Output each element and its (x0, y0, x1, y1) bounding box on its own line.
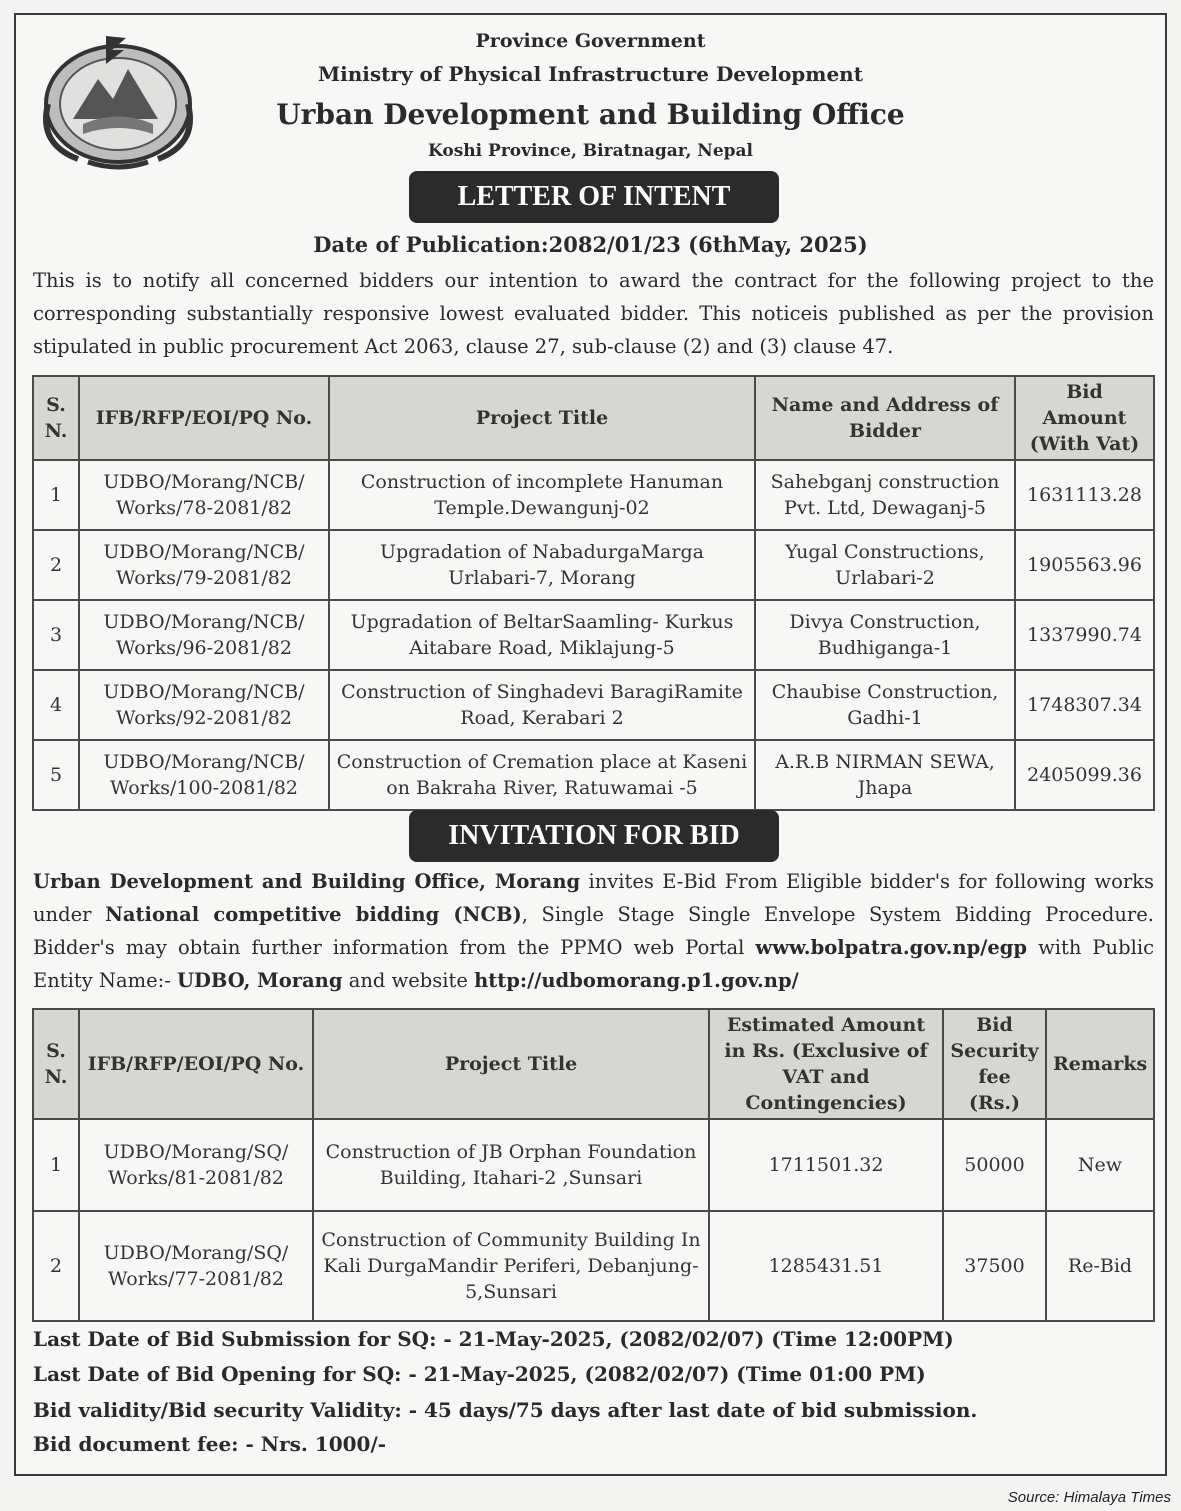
publication-date: Date of Publication:2082/01/23 (6thMay, 2025) (313, 232, 868, 257)
bid-validity: Bid validity/Bid security Validity: - 45 days/75 days after last date of bid submission. (33, 1398, 978, 1422)
cell-project-title: Construction of Cremation place at Kaseni on Bakraha River, Ratuwamai -5 (329, 740, 755, 810)
cell-bid-amount: 2405099.36 (1015, 740, 1154, 810)
cell-remarks: New (1046, 1119, 1154, 1211)
cell-sn: 5 (33, 740, 79, 810)
intro-text-3: with Public Entity Name:- (33, 936, 1154, 992)
cell-ifb-no: UDBO/Morang/SQ/ Works/77-2081/82 (79, 1211, 313, 1321)
table-row (33, 740, 1154, 810)
col-ifb-no: IFB/RFP/EOI/PQ No. (79, 1009, 313, 1119)
col-remarks: Remarks (1046, 1009, 1154, 1119)
office-title: Urban Development and Building Office (276, 98, 905, 131)
cell-project-title: Upgradation of NabadurgaMarga Urlabari-7, Morang (329, 530, 755, 600)
col-bidder: Name and Address of Bidder (755, 376, 1015, 460)
cell-bid-amount: 1337990.74 (1015, 600, 1154, 670)
loi-intro-paragraph: This is to notify all concerned bidders our intention to award the contract for the following project to the corresponding substantially responsive lowest evaluated bidder. This noticeis published as per the provision stipulated in public procurement Act 2063, clause 27, sub-clause (2) and (3) clause 47. (33, 269, 1154, 358)
cell-bidder: A.R.B NIRMAN SEWA, Jhapa (755, 740, 1015, 810)
col-sn: S. N. (33, 1009, 79, 1119)
cell-bid-security-fee: 50000 (943, 1119, 1046, 1211)
cell-ifb-no: UDBO/Morang/NCB/ Works/79-2081/82 (79, 530, 329, 600)
col-bid-amount: Bid Amount (With Vat) (1015, 376, 1154, 460)
loi-table (32, 375, 1155, 811)
source-credit: Source: Himalaya Times (1007, 1489, 1171, 1506)
table-row (33, 600, 1154, 670)
cell-ifb-no: UDBO/Morang/NCB/ Works/96-2081/82 (79, 600, 329, 670)
cell-bidder: Sahebganj construction Pvt. Ltd, Dewaganj-5 (755, 460, 1015, 530)
public-entity-name: UDBO, Morang (177, 969, 343, 992)
cell-sn: 2 (33, 530, 79, 600)
office-address: Koshi Province, Biratnagar, Nepal (427, 141, 754, 161)
cell-bidder: Chaubise Construction, Gadhi-1 (755, 670, 1015, 740)
ifb-table-header (33, 1009, 1154, 1119)
cell-project-title: Construction of JB Orphan Foundation Building, Itahari-2 ,Sunsari (313, 1119, 709, 1211)
cell-sn: 1 (33, 460, 79, 530)
bid-document-fee: Bid document fee: - Nrs. 1000/- (33, 1432, 387, 1456)
ppmo-portal-link[interactable]: www.bolpatra.gov.np/egp (755, 936, 1028, 959)
bid-submission-deadline: Last Date of Bid Submission for SQ: - 21-May-2025, (2082/02/07) (Time 12:00PM) (33, 1327, 954, 1351)
cell-bid-amount: 1905563.96 (1015, 530, 1154, 600)
cell-bid-amount: 1748307.34 (1015, 670, 1154, 740)
cell-estimated-amount: 1285431.51 (709, 1211, 943, 1321)
cell-sn: 2 (33, 1211, 79, 1321)
cell-project-title: Construction of incomplete Hanuman Temple.Dewangunj-02 (329, 460, 755, 530)
invitation-for-bid-banner: INVITATION FOR BID (411, 812, 777, 860)
cell-bid-amount: 1631113.28 (1015, 460, 1154, 530)
province-government-heading: Province Government (475, 30, 706, 52)
col-project-title: Project Title (313, 1009, 709, 1119)
cell-project-title: Upgradation of BeltarSaamling- Kurkus Aitabare Road, Miklajung-5 (329, 600, 755, 670)
col-estimated-amount: Estimated Amount in Rs. (Exclusive of VAT and Contingencies) (709, 1009, 943, 1119)
col-ifb-no: IFB/RFP/EOI/PQ No. (79, 376, 329, 460)
cell-bidder: Yugal Constructions, Urlabari-2 (755, 530, 1015, 600)
intro-text-4: and website (342, 969, 475, 992)
website-link[interactable]: http://udbomorang.p1.gov.np/ (474, 969, 799, 992)
cell-remarks: Re-Bid (1046, 1211, 1154, 1321)
cell-project-title: Construction of Singhadevi BaragiRamite Road, Kerabari 2 (329, 670, 755, 740)
table-row (33, 1119, 1154, 1211)
cell-sn: 3 (33, 600, 79, 670)
ifb-table (32, 1008, 1155, 1322)
intro-text-1: invites E-Bid From Eligible bidder's for following works under (33, 870, 1154, 926)
table-row (33, 530, 1154, 600)
ministry-heading: Ministry of Physical Infrastructure Development (318, 62, 863, 86)
cell-project-title: Construction of Community Building In Kali DurgaMandir Periferi, Debanjung-5,Sunsari (313, 1211, 709, 1321)
table-row (33, 460, 1154, 530)
col-project-title: Project Title (329, 376, 755, 460)
cell-ifb-no: UDBO/Morang/NCB/ Works/92-2081/82 (79, 670, 329, 740)
cell-estimated-amount: 1711501.32 (709, 1119, 943, 1211)
table-row (33, 1211, 1154, 1321)
col-sn: S. N. (33, 376, 79, 460)
intro-text-2: , Single Stage Single Envelope System Bidding Procedure. Bidder's may obtain further information from the PPMO web Portal (33, 903, 1154, 959)
cell-ifb-no: UDBO/Morang/NCB/ Works/100-2081/82 (79, 740, 329, 810)
bidding-type: National competitive bidding (NCB) (105, 903, 522, 926)
table-row (33, 670, 1154, 740)
cell-bid-security-fee: 37500 (943, 1211, 1046, 1321)
office-name: Urban Development and Building Office, Morang (33, 870, 581, 893)
cell-bidder: Divya Construction, Budhiganga-1 (755, 600, 1015, 670)
cell-ifb-no: UDBO/Morang/NCB/ Works/78-2081/82 (79, 460, 329, 530)
cell-ifb-no: UDBO/Morang/SQ/ Works/81-2081/82 (79, 1119, 313, 1211)
letter-of-intent-banner: LETTER OF INTENT (411, 173, 777, 221)
col-bid-security-fee: Bid Security fee (Rs.) (943, 1009, 1046, 1119)
ifb-intro-paragraph (33, 865, 1154, 997)
cell-sn: 4 (33, 670, 79, 740)
loi-table-header (33, 376, 1154, 460)
bid-opening-date: Last Date of Bid Opening for SQ: - 21-May-2025, (2082/02/07) (Time 01:00 PM) (33, 1362, 926, 1386)
cell-sn: 1 (33, 1119, 79, 1211)
